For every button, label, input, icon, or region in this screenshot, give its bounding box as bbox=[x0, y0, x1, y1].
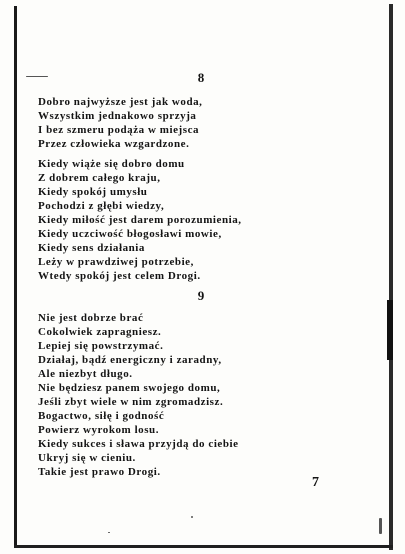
verse-line: Leży w prawdziwej potrzebie, bbox=[38, 256, 194, 268]
stanza bbox=[38, 157, 242, 283]
page-edge-bottom bbox=[14, 545, 393, 548]
verse-line: Ale niezbyt długo. bbox=[38, 368, 133, 380]
verse-line: Kiedy uczciwość błogosławi mowie, bbox=[38, 228, 222, 240]
verse-line: I bez szmeru podąża w miejsca bbox=[38, 124, 200, 136]
poem-number: 9 bbox=[197, 288, 205, 303]
verse-line: Ukryj się w cieniu. bbox=[38, 452, 136, 464]
verse-line: Z dobrem całego kraju, bbox=[38, 172, 161, 184]
verse-line: Wtedy spokój jest celem Drogi. bbox=[38, 270, 201, 282]
verse-line: Pochodzi z głębi wiedzy, bbox=[38, 200, 165, 212]
verse-line: Działaj, bądź energiczny i zaradny, bbox=[38, 354, 222, 366]
verse-line: Bogactwo, siłę i godność bbox=[38, 410, 165, 422]
page-edge-right bbox=[389, 4, 393, 550]
page-edge-left bbox=[14, 6, 17, 548]
scan-speck bbox=[191, 516, 193, 518]
verse-line: Jeśli zbyt wiele w nim zgromadzisz. bbox=[38, 396, 224, 408]
verse-line: Nie jest dobrze brać bbox=[38, 312, 144, 324]
page-edge-right-shadow bbox=[387, 300, 393, 360]
verse-line: Cokolwiek zapragniesz. bbox=[38, 326, 162, 338]
verse-line: Kiedy sens działania bbox=[38, 242, 145, 254]
poem-number: 8 bbox=[197, 70, 205, 85]
verse-line: Takie jest prawo Drogi. bbox=[38, 466, 161, 478]
verse-line: Kiedy sukces i sława przyjdą do ciebie bbox=[38, 438, 239, 450]
scan-speck bbox=[379, 518, 382, 534]
scan-speck bbox=[26, 76, 48, 77]
verse-line: Lepiej się powstrzymać. bbox=[38, 340, 164, 352]
verse-line: Kiedy spokój umysłu bbox=[38, 186, 148, 198]
page-number: 7 bbox=[312, 475, 319, 490]
verse-line: Powierz wyrokom losu. bbox=[38, 424, 160, 436]
verse-line: Nie będziesz panem swojego domu, bbox=[38, 382, 221, 394]
verse-line: Kiedy miłość jest darem porozumienia, bbox=[38, 214, 242, 226]
verse-line: Przez człowieka wzgardzone. bbox=[38, 138, 190, 150]
stanza bbox=[38, 95, 202, 151]
verse-line: Kiedy wiąże się dobro domu bbox=[38, 158, 185, 170]
stanza bbox=[38, 311, 239, 479]
verse-line: Wszystkim jednakowo sprzyja bbox=[38, 110, 197, 122]
scan-speck bbox=[108, 532, 110, 533]
verse-line: Dobro najwyższe jest jak woda, bbox=[38, 96, 203, 108]
